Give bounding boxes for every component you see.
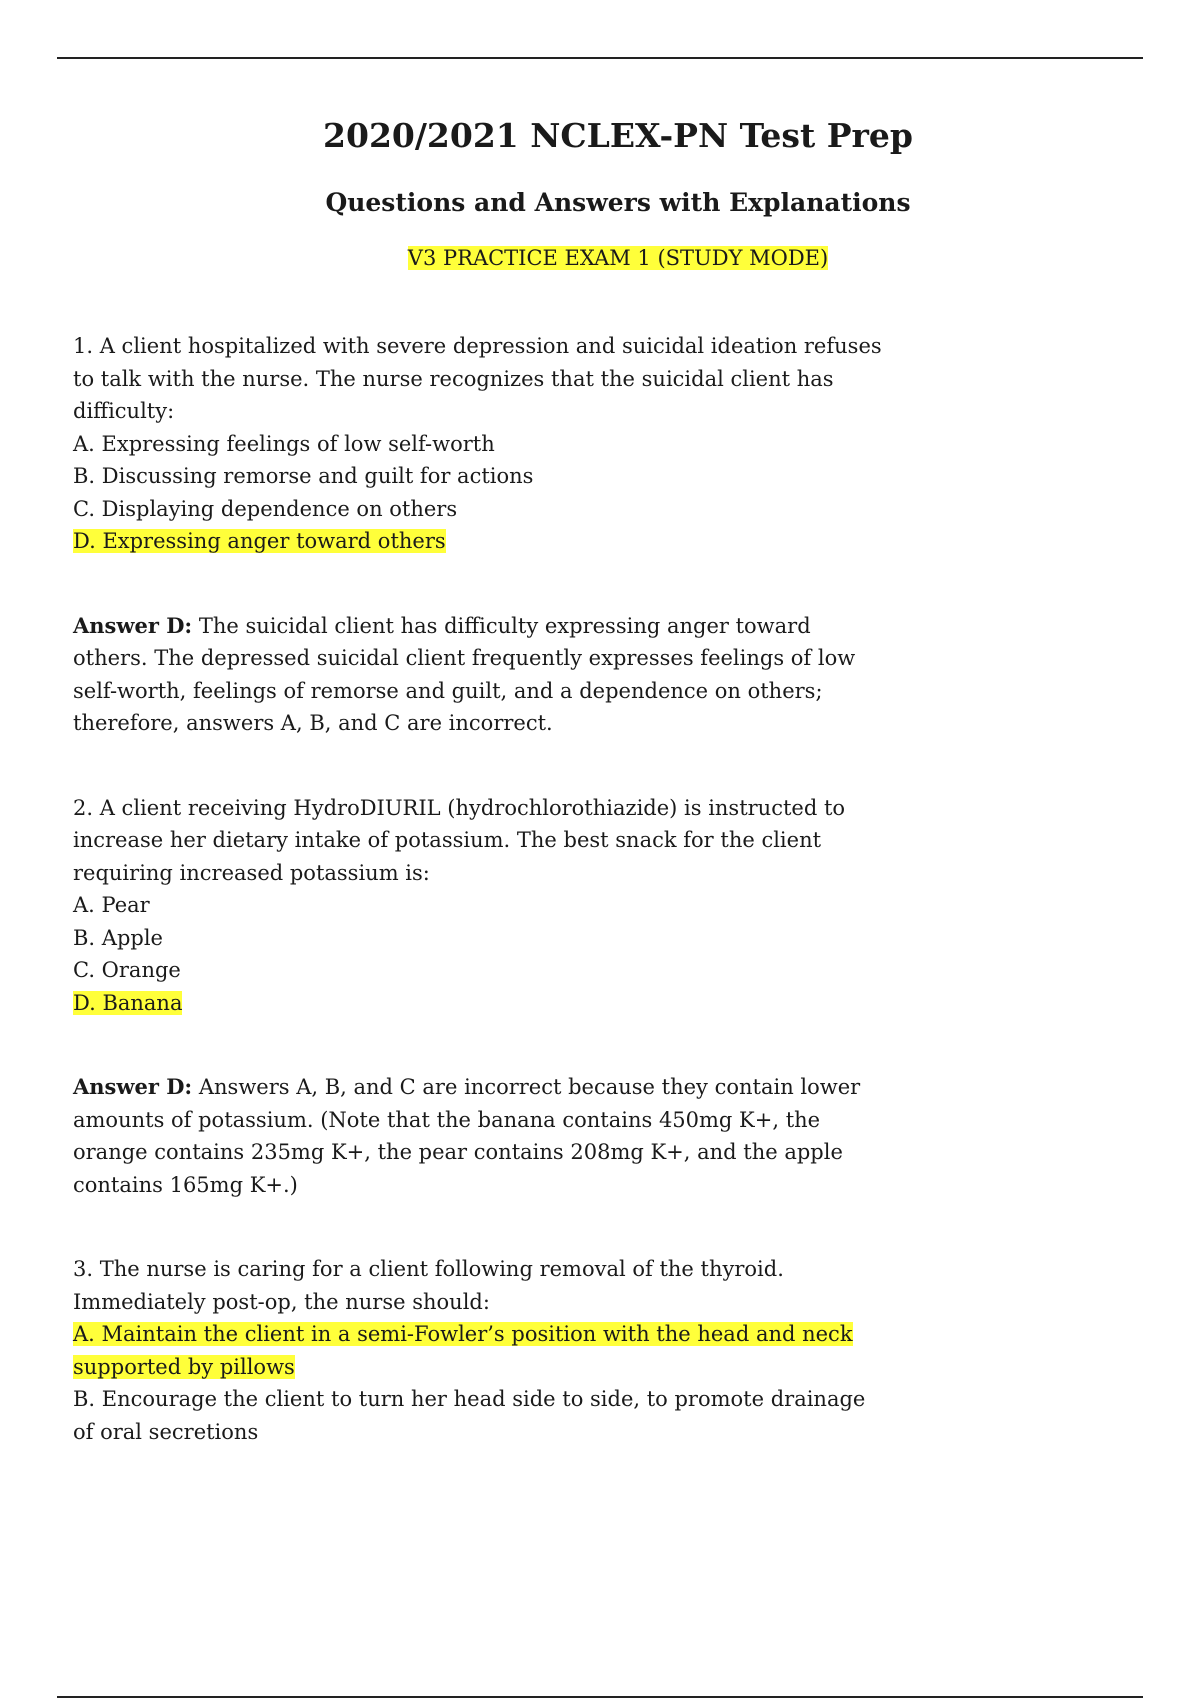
question-2-text: 2. A client receiving HydroDIURIL (hydrochlorothiazide) is instructed to increase her dietary intake of potassium. The best snack for the client requiring increased potassium is: (73, 795, 846, 885)
question-2 (73, 792, 883, 1020)
question-1-option-a: A. Expressing feelings of low self-worth (73, 431, 495, 456)
question-3-option-a-line (73, 1318, 883, 1383)
question-1-answer-text: The suicidal client has difficulty expressing anger toward others. The depressed suicidal client frequently expresses feelings of low self-worth, feelings of remorse and guilt, and a dependence on others; therefore, answers A, B, and C are incorrect. (73, 613, 856, 735)
document-title: 2020/2021 NCLEX-PN Test Prep (323, 116, 913, 155)
spacer (73, 1201, 883, 1253)
exam-label: V3 PRACTICE EXAM 1 (STUDY MODE) (407, 246, 829, 270)
question-1-answer-label: Answer D: (73, 612, 193, 638)
question-1-option-d-line (73, 525, 883, 558)
question-3-option-b: B. Encourage the client to turn her head side to side, to promote drainage of oral secretions (73, 1387, 866, 1444)
spacer (73, 558, 883, 610)
question-3 (73, 1253, 883, 1448)
exam-label-wrapper (0, 246, 1200, 270)
question-2-option-d: D. Banana (73, 990, 183, 1015)
question-2-option-b: B. Apple (73, 925, 163, 950)
question-1-text: 1. A client hospitalized with severe depression and suicidal ideation refuses to talk with the nurse. The nurse recognizes that the suicidal client has difficulty: (73, 334, 882, 423)
document-subtitle: Questions and Answers with Explanations (325, 188, 911, 217)
question-1-option-d: D. Expressing anger toward others (73, 529, 446, 553)
question-2-option-d-line (73, 987, 883, 1020)
question-3-option-a: A. Maintain the client in a semi-Fowler’s position with the head and neck supported by pillows (73, 1322, 853, 1379)
question-2-option-c: C. Orange (73, 958, 181, 982)
top-rule (57, 57, 1143, 59)
question-2-answer-text: Answers A, B, and C are incorrect because they contain lower amounts of potassium. (Note that the banana contains 450mg K+, the orange contains 235mg K+, the pear contains 208mg K+, and the apple contains 165mg K+.) (73, 1075, 861, 1197)
question-1-option-b: B. Discussing remorse and guilt for actions (73, 464, 534, 488)
question-2-option-a: A. Pear (73, 893, 150, 917)
bottom-rule (57, 1696, 1143, 1698)
question-2-answer (73, 1071, 883, 1201)
document-body (73, 330, 883, 1448)
question-3-text: 3. The nurse is caring for a client following removal of the thyroid. Immediately post-op, the nurse should: (73, 1257, 784, 1314)
question-1-answer (73, 610, 883, 740)
question-1 (73, 330, 883, 558)
spacer (73, 740, 883, 792)
spacer (73, 1019, 883, 1071)
question-2-answer-label: Answer D: (73, 1074, 193, 1099)
question-1-option-c: C. Displaying dependence on others (73, 496, 458, 521)
